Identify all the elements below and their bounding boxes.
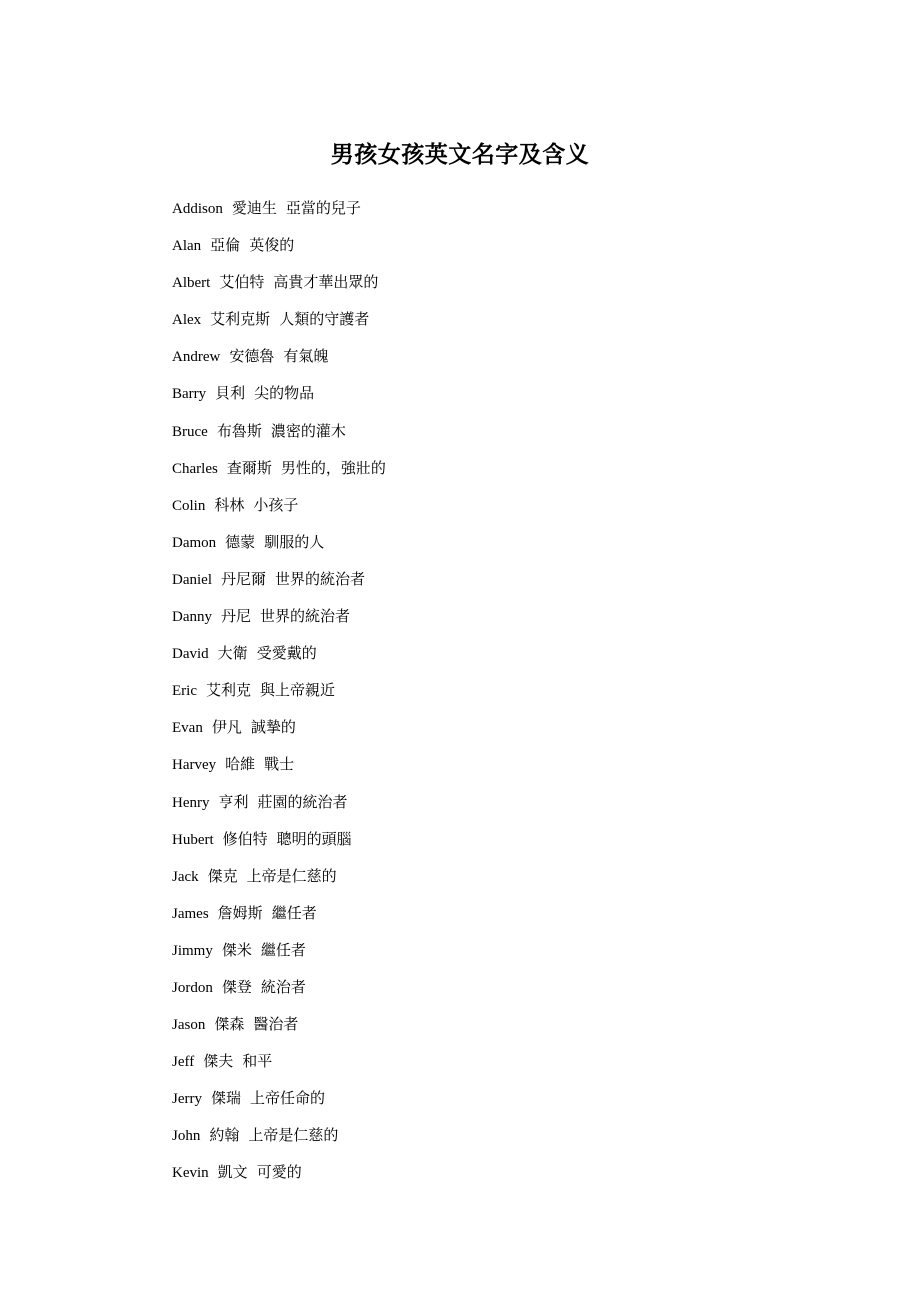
name-meaning: 上帝任命的 bbox=[250, 1091, 326, 1108]
name-meaning: 可愛的 bbox=[256, 1165, 302, 1182]
chinese-name: 德蒙 bbox=[225, 534, 256, 551]
chinese-name: 傑夫 bbox=[203, 1054, 234, 1071]
list-item bbox=[172, 1012, 386, 1049]
chinese-name: 布魯斯 bbox=[216, 423, 262, 440]
list-item bbox=[172, 196, 386, 233]
name-meaning: 和平 bbox=[242, 1054, 273, 1071]
name-meaning: 莊園的統治者 bbox=[257, 794, 348, 811]
english-name: Hubert bbox=[172, 831, 214, 848]
list-item bbox=[172, 827, 386, 864]
name-meaning: 尖的物品 bbox=[254, 386, 315, 403]
name-meaning: 小孩子 bbox=[253, 497, 299, 514]
list-item bbox=[172, 901, 386, 938]
list-item bbox=[172, 790, 386, 827]
english-name: Jerry bbox=[172, 1091, 202, 1108]
chinese-name: 詹姆斯 bbox=[217, 905, 263, 922]
name-meaning: 人類的守護者 bbox=[279, 312, 370, 329]
name-meaning: 醫治者 bbox=[253, 1017, 299, 1034]
list-item bbox=[172, 1049, 386, 1086]
english-name: Addison bbox=[172, 201, 223, 217]
list-item bbox=[172, 1123, 386, 1160]
chinese-name: 安德魯 bbox=[229, 349, 275, 366]
english-name: Kevin bbox=[172, 1165, 209, 1182]
english-name: Jimmy bbox=[172, 942, 213, 959]
name-meaning: 上帝是仁慈的 bbox=[248, 1128, 339, 1145]
list-item bbox=[172, 456, 386, 493]
name-meaning: 誠摯的 bbox=[250, 720, 296, 737]
chinese-name: 亞倫 bbox=[210, 238, 241, 255]
list-item bbox=[172, 678, 386, 715]
chinese-name: 修伯特 bbox=[222, 831, 268, 848]
chinese-name: 伊凡 bbox=[211, 720, 242, 737]
english-name: Jack bbox=[172, 868, 199, 885]
english-name: Henry bbox=[172, 794, 210, 811]
english-name: Charles bbox=[172, 460, 218, 477]
list-item bbox=[172, 604, 386, 641]
list-item bbox=[172, 530, 386, 567]
name-meaning: 聰明的頭腦 bbox=[276, 831, 352, 848]
chinese-name: 丹尼爾 bbox=[220, 571, 266, 588]
list-item bbox=[172, 1086, 386, 1123]
chinese-name: 約翰 bbox=[209, 1128, 240, 1145]
chinese-name: 艾利克 bbox=[205, 683, 251, 700]
list-item bbox=[172, 419, 386, 456]
name-meaning: 與上帝親近 bbox=[260, 683, 336, 700]
list-item bbox=[172, 975, 386, 1012]
english-name: Harvey bbox=[172, 757, 217, 774]
list-item bbox=[172, 864, 386, 901]
chinese-name: 大衛 bbox=[217, 646, 248, 663]
chinese-name: 丹尼 bbox=[221, 609, 252, 626]
name-meaning: 英俊的 bbox=[249, 238, 295, 255]
english-name: Andrew bbox=[172, 349, 221, 366]
name-meaning: 馴服的人 bbox=[264, 534, 325, 551]
english-name: Barry bbox=[172, 386, 207, 403]
chinese-name: 艾利克斯 bbox=[210, 312, 271, 329]
chinese-name: 哈維 bbox=[225, 757, 256, 774]
chinese-name: 傑米 bbox=[221, 942, 252, 959]
english-name: Daniel bbox=[172, 571, 212, 588]
name-meaning: 亞當的兒子 bbox=[285, 201, 361, 217]
list-item bbox=[172, 641, 386, 678]
english-name: James bbox=[172, 905, 209, 922]
chinese-name: 查爾斯 bbox=[226, 460, 272, 477]
chinese-name: 艾伯特 bbox=[219, 275, 265, 292]
name-meaning: 繼任者 bbox=[271, 905, 317, 922]
english-name: Jeff bbox=[172, 1054, 195, 1071]
list-item bbox=[172, 752, 386, 789]
english-name: Eric bbox=[172, 683, 197, 700]
list-item bbox=[172, 270, 386, 307]
page-title: 男孩女孩英文名字及含义 bbox=[330, 142, 590, 167]
list-item bbox=[172, 715, 386, 752]
name-meaning: 有氣魄 bbox=[283, 349, 329, 366]
chinese-name: 亨利 bbox=[218, 794, 249, 811]
chinese-name: 傑登 bbox=[221, 979, 252, 996]
english-name: Danny bbox=[172, 609, 212, 626]
name-meaning: 戰士 bbox=[264, 757, 295, 774]
chinese-name: 貝利 bbox=[215, 386, 246, 403]
english-name: Jordon bbox=[172, 979, 213, 996]
chinese-name: 傑克 bbox=[207, 868, 238, 885]
name-meaning: 男性的，強壯的 bbox=[280, 460, 386, 477]
list-item bbox=[172, 567, 386, 604]
list-item bbox=[172, 381, 386, 418]
english-name: Bruce bbox=[172, 423, 208, 440]
list-item bbox=[172, 344, 386, 381]
chinese-name: 傑森 bbox=[214, 1017, 245, 1034]
english-name: Alex bbox=[172, 312, 202, 329]
english-name: David bbox=[172, 646, 209, 663]
list-item bbox=[172, 233, 386, 270]
name-list bbox=[172, 196, 386, 1198]
name-meaning: 統治者 bbox=[260, 979, 306, 996]
chinese-name: 傑瑞 bbox=[211, 1091, 242, 1108]
list-item bbox=[172, 307, 386, 344]
name-meaning: 受愛戴的 bbox=[256, 646, 317, 663]
list-item bbox=[172, 493, 386, 530]
name-meaning: 上帝是仁慈的 bbox=[246, 868, 337, 885]
english-name: Evan bbox=[172, 720, 203, 737]
english-name: John bbox=[172, 1128, 201, 1145]
name-meaning: 世界的統治者 bbox=[260, 609, 351, 626]
chinese-name: 科林 bbox=[214, 497, 245, 514]
english-name: Alan bbox=[172, 238, 202, 255]
chinese-name: 愛迪生 bbox=[231, 201, 277, 217]
english-name: Jason bbox=[172, 1017, 206, 1034]
name-meaning: 繼任者 bbox=[260, 942, 306, 959]
name-meaning: 世界的統治者 bbox=[275, 571, 366, 588]
english-name: Damon bbox=[172, 534, 217, 551]
english-name: Albert bbox=[172, 275, 211, 292]
name-meaning: 高貴才華出眾的 bbox=[273, 275, 379, 292]
chinese-name: 凱文 bbox=[217, 1165, 248, 1182]
english-name: Colin bbox=[172, 497, 206, 514]
list-item bbox=[172, 1160, 386, 1197]
list-item bbox=[172, 938, 386, 975]
name-meaning: 濃密的灌木 bbox=[270, 423, 346, 440]
